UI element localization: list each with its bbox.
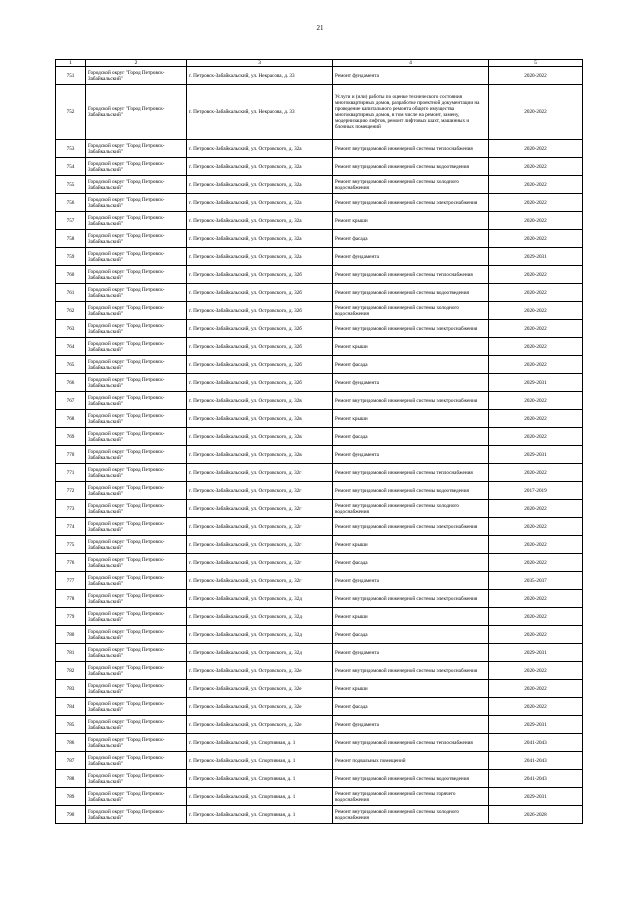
municipality-cell: Городской округ "Город Петровск-Забайкальский"	[86, 626, 187, 644]
row-number-cell: 774	[56, 518, 86, 536]
address-cell: г. Петровск-Забайкальский, ул. Островского, д. 32б	[187, 374, 333, 392]
work-type-cell: Ремонт внутридомовой инженерной системы электроснабжения	[333, 662, 489, 680]
address-cell: г. Петровск-Забайкальский, ул. Островского, д. 32е	[187, 662, 333, 680]
work-type-cell: Ремонт фасада	[333, 356, 489, 374]
work-type-cell: Ремонт крыши	[333, 338, 489, 356]
municipality-cell: Городской округ "Город Петровск-Забайкальский"	[86, 446, 187, 464]
address-cell: г. Петровск-Забайкальский, ул. Островского, д. 32б	[187, 338, 333, 356]
column-header: 1	[56, 60, 86, 67]
period-cell: 2020-2022	[489, 140, 583, 158]
address-cell: г. Петровск-Забайкальский, ул. Островского, д. 32б	[187, 302, 333, 320]
work-type-cell: Ремонт внутридомовой инженерной системы холодного водоснабжения	[333, 302, 489, 320]
table-row	[56, 788, 583, 806]
municipality-cell: Городской округ "Город Петровск-Забайкальский"	[86, 698, 187, 716]
table-row	[56, 572, 583, 590]
work-type-cell: Ремонт внутридомовой инженерной системы электроснабжения	[333, 194, 489, 212]
period-cell: 2041-2043	[489, 752, 583, 770]
work-type-cell: Ремонт крыши	[333, 608, 489, 626]
row-number-cell: 751	[56, 67, 86, 85]
row-number-cell: 790	[56, 806, 86, 824]
address-cell: г. Петровск-Забайкальский, ул. Островского, д. 32е	[187, 716, 333, 734]
period-cell: 2020-2022	[489, 194, 583, 212]
row-number-cell: 775	[56, 536, 86, 554]
address-cell: г. Петровск-Забайкальский, ул. Островского, д. 32а	[187, 230, 333, 248]
work-type-cell: Ремонт внутридомовой инженерной системы теплоснабжения	[333, 266, 489, 284]
work-type-cell: Услуги и (или) работы по оценке технического состояния многоквартирных домов, разработке проектной документации на проведение капитального ремонта общего имущества многоквартирных домов, в том числе на ремонт, замену, модернизацию лифтов, ремонт лифтовых шахт, машинных и блочных помещений	[333, 85, 489, 140]
municipality-cell: Городской округ "Город Петровск-Забайкальский"	[86, 608, 187, 626]
row-number-cell: 771	[56, 464, 86, 482]
row-number-cell: 788	[56, 770, 86, 788]
period-cell: 2020-2022	[489, 392, 583, 410]
column-number-header-row	[56, 60, 583, 67]
municipality-cell: Городской округ "Город Петровск-Забайкальский"	[86, 67, 187, 85]
row-number-cell: 778	[56, 590, 86, 608]
work-type-cell: Ремонт фундамента	[333, 716, 489, 734]
table-row	[56, 194, 583, 212]
municipality-cell: Городской округ "Город Петровск-Забайкальский"	[86, 788, 187, 806]
period-cell: 2020-2022	[489, 212, 583, 230]
address-cell: г. Петровск-Забайкальский, ул. Островского, д. 32г	[187, 464, 333, 482]
address-cell: г. Петровск-Забайкальский, ул. Спортивная, д. 1	[187, 752, 333, 770]
work-type-cell: Ремонт внутридомовой инженерной системы водоотведения	[333, 284, 489, 302]
table-row	[56, 284, 583, 302]
row-number-cell: 766	[56, 374, 86, 392]
period-cell: 2020-2022	[489, 536, 583, 554]
address-cell: г. Петровск-Забайкальский, ул. Островского, д. 32в	[187, 446, 333, 464]
row-number-cell: 764	[56, 338, 86, 356]
row-number-cell: 769	[56, 428, 86, 446]
municipality-cell: Городской округ "Город Петровск-Забайкальский"	[86, 392, 187, 410]
municipality-cell: Городской округ "Город Петровск-Забайкальский"	[86, 572, 187, 590]
address-cell: г. Петровск-Забайкальский, ул. Островского, д. 32а	[187, 158, 333, 176]
municipality-cell: Городской округ "Город Петровск-Забайкальский"	[86, 734, 187, 752]
table-row	[56, 734, 583, 752]
work-type-cell: Ремонт подвальных помещений	[333, 752, 489, 770]
address-cell: г. Петровск-Забайкальский, ул. Некрасова, д. 33	[187, 67, 333, 85]
municipality-cell: Городской округ "Город Петровск-Забайкальский"	[86, 518, 187, 536]
table-row	[56, 392, 583, 410]
table-row	[56, 662, 583, 680]
table-row	[56, 338, 583, 356]
table-row	[56, 374, 583, 392]
table-row	[56, 248, 583, 266]
address-cell: г. Петровск-Забайкальский, ул. Островского, д. 32в	[187, 410, 333, 428]
work-type-cell: Ремонт фасада	[333, 230, 489, 248]
address-cell: г. Петровск-Забайкальский, ул. Островского, д. 32г	[187, 554, 333, 572]
table-row	[56, 266, 583, 284]
period-cell: 2029-2031	[489, 374, 583, 392]
municipality-cell: Городской округ "Город Петровск-Забайкальский"	[86, 230, 187, 248]
work-type-cell: Ремонт крыши	[333, 680, 489, 698]
work-type-cell: Ремонт фундамента	[333, 644, 489, 662]
work-type-cell: Ремонт внутридомовой инженерной системы электроснабжения	[333, 518, 489, 536]
address-cell: г. Петровск-Забайкальский, ул. Островского, д. 32а	[187, 212, 333, 230]
work-type-cell: Ремонт фасада	[333, 698, 489, 716]
work-type-cell: Ремонт внутридомовой инженерной системы горячего водоснабжения	[333, 788, 489, 806]
table-row	[56, 67, 583, 85]
municipality-cell: Городской округ "Город Петровск-Забайкальский"	[86, 158, 187, 176]
municipality-cell: Городской округ "Город Петровск-Забайкальский"	[86, 770, 187, 788]
municipality-cell: Городской округ "Город Петровск-Забайкальский"	[86, 554, 187, 572]
address-cell: г. Петровск-Забайкальский, ул. Спортивная, д. 1	[187, 806, 333, 824]
table-row	[56, 230, 583, 248]
row-number-cell: 763	[56, 320, 86, 338]
address-cell: г. Петровск-Забайкальский, ул. Островского, д. 32а	[187, 248, 333, 266]
row-number-cell: 783	[56, 680, 86, 698]
period-cell: 2020-2022	[489, 67, 583, 85]
table-row	[56, 158, 583, 176]
period-cell: 2020-2022	[489, 464, 583, 482]
period-cell: 2041-2043	[489, 734, 583, 752]
period-cell: 2020-2022	[489, 320, 583, 338]
row-number-cell: 785	[56, 716, 86, 734]
municipality-cell: Городской округ "Город Петровск-Забайкальский"	[86, 176, 187, 194]
municipality-cell: Городской округ "Город Петровск-Забайкальский"	[86, 284, 187, 302]
municipality-cell: Городской округ "Город Петровск-Забайкальский"	[86, 320, 187, 338]
period-cell: 2020-2022	[489, 284, 583, 302]
address-cell: г. Петровск-Забайкальский, ул. Некрасова, д. 33	[187, 85, 333, 140]
work-type-cell: Ремонт внутридомовой инженерной системы водоотведения	[333, 158, 489, 176]
period-cell: 2020-2022	[489, 590, 583, 608]
table-row	[56, 608, 583, 626]
row-number-cell: 777	[56, 572, 86, 590]
period-cell: 2035-2037	[489, 572, 583, 590]
work-type-cell: Ремонт внутридомовой инженерной системы теплоснабжения	[333, 734, 489, 752]
table-row	[56, 716, 583, 734]
work-type-cell: Ремонт фасада	[333, 428, 489, 446]
work-type-cell: Ремонт внутридомовой инженерной системы водоотведения	[333, 770, 489, 788]
table-row	[56, 644, 583, 662]
table-row	[56, 176, 583, 194]
address-cell: г. Петровск-Забайкальский, ул. Островского, д. 32д	[187, 644, 333, 662]
address-cell: г. Петровск-Забайкальский, ул. Островского, д. 32в	[187, 428, 333, 446]
row-number-cell: 768	[56, 410, 86, 428]
address-cell: г. Петровск-Забайкальский, ул. Островского, д. 32д	[187, 608, 333, 626]
period-cell: 2020-2022	[489, 554, 583, 572]
period-cell: 2029-2031	[489, 446, 583, 464]
address-cell: г. Петровск-Забайкальский, ул. Спортивная, д. 1	[187, 734, 333, 752]
municipality-cell: Городской округ "Город Петровск-Забайкальский"	[86, 680, 187, 698]
row-number-cell: 755	[56, 176, 86, 194]
address-cell: г. Петровск-Забайкальский, ул. Островского, д. 32г	[187, 482, 333, 500]
municipality-cell: Городской округ "Город Петровск-Забайкальский"	[86, 302, 187, 320]
address-cell: г. Петровск-Забайкальский, ул. Островского, д. 32г	[187, 518, 333, 536]
period-cell: 2017-2019	[489, 482, 583, 500]
work-type-cell: Ремонт внутридомовой инженерной системы холодного водоснабжения	[333, 500, 489, 518]
municipality-cell: Городской округ "Город Петровск-Забайкальский"	[86, 410, 187, 428]
row-number-cell: 789	[56, 788, 86, 806]
period-cell: 2020-2022	[489, 680, 583, 698]
municipality-cell: Городской округ "Город Петровск-Забайкальский"	[86, 590, 187, 608]
work-type-cell: Ремонт фундамента	[333, 572, 489, 590]
address-cell: г. Петровск-Забайкальский, ул. Островского, д. 32д	[187, 626, 333, 644]
table-row	[56, 590, 583, 608]
work-type-cell: Ремонт внутридомовой инженерной системы теплоснабжения	[333, 464, 489, 482]
address-cell: г. Петровск-Забайкальский, ул. Островского, д. 32б	[187, 266, 333, 284]
work-type-cell: Ремонт внутридомовой инженерной системы водоотведения	[333, 482, 489, 500]
table-row	[56, 500, 583, 518]
municipality-cell: Городской округ "Город Петровск-Забайкальский"	[86, 248, 187, 266]
address-cell: г. Петровск-Забайкальский, ул. Островского, д. 32б	[187, 320, 333, 338]
table-row	[56, 698, 583, 716]
address-cell: г. Петровск-Забайкальский, ул. Островского, д. 32е	[187, 698, 333, 716]
address-cell: г. Петровск-Забайкальский, ул. Островского, д. 32б	[187, 284, 333, 302]
municipality-cell: Городской округ "Город Петровск-Забайкальский"	[86, 536, 187, 554]
work-type-cell: Ремонт фундамента	[333, 446, 489, 464]
municipality-cell: Городской округ "Город Петровск-Забайкальский"	[86, 806, 187, 824]
row-number-cell: 752	[56, 85, 86, 140]
table-row	[56, 482, 583, 500]
table-row	[56, 752, 583, 770]
municipality-cell: Городской округ "Город Петровск-Забайкальский"	[86, 716, 187, 734]
column-header: 5	[489, 60, 583, 67]
table-row	[56, 536, 583, 554]
table-row	[56, 806, 583, 824]
work-type-cell: Ремонт внутридомовой инженерной системы теплоснабжения	[333, 140, 489, 158]
row-number-cell: 787	[56, 752, 86, 770]
row-number-cell: 782	[56, 662, 86, 680]
work-type-cell: Ремонт внутридомовой инженерной системы электроснабжения	[333, 590, 489, 608]
row-number-cell: 780	[56, 626, 86, 644]
table-row	[56, 554, 583, 572]
period-cell: 2029-2031	[489, 788, 583, 806]
address-cell: г. Петровск-Забайкальский, ул. Островского, д. 32г	[187, 536, 333, 554]
municipality-cell: Городской округ "Город Петровск-Забайкальский"	[86, 338, 187, 356]
address-cell: г. Петровск-Забайкальский, ул. Островского, д. 32в	[187, 392, 333, 410]
row-number-cell: 753	[56, 140, 86, 158]
municipality-cell: Городской округ "Город Петровск-Забайкальский"	[86, 644, 187, 662]
municipality-cell: Городской округ "Город Петровск-Забайкальский"	[86, 464, 187, 482]
period-cell: 2029-2031	[489, 248, 583, 266]
table-row	[56, 518, 583, 536]
municipality-cell: Городской округ "Город Петровск-Забайкальский"	[86, 752, 187, 770]
table-row	[56, 680, 583, 698]
work-type-cell: Ремонт внутридомовой инженерной системы холодного водоснабжения	[333, 806, 489, 824]
row-number-cell: 759	[56, 248, 86, 266]
work-type-cell: Ремонт фундамента	[333, 67, 489, 85]
period-cell: 2041-2043	[489, 770, 583, 788]
municipality-cell: Городской округ "Город Петровск-Забайкальский"	[86, 662, 187, 680]
period-cell: 2020-2022	[489, 428, 583, 446]
address-cell: г. Петровск-Забайкальский, ул. Спортивная, д. 1	[187, 788, 333, 806]
period-cell: 2020-2022	[489, 698, 583, 716]
period-cell: 2029-2031	[489, 644, 583, 662]
municipality-cell: Городской округ "Город Петровск-Забайкальский"	[86, 266, 187, 284]
work-type-cell: Ремонт внутридомовой инженерной системы электроснабжения	[333, 320, 489, 338]
row-number-cell: 754	[56, 158, 86, 176]
row-number-cell: 765	[56, 356, 86, 374]
row-number-cell: 781	[56, 644, 86, 662]
municipality-cell: Городской округ "Город Петровск-Забайкальский"	[86, 140, 187, 158]
table-row	[56, 85, 583, 140]
work-type-cell: Ремонт крыши	[333, 212, 489, 230]
table-row	[56, 410, 583, 428]
address-cell: г. Петровск-Забайкальский, ул. Островского, д. 32е	[187, 680, 333, 698]
address-cell: г. Петровск-Забайкальский, ул. Островского, д. 32г	[187, 500, 333, 518]
table-row	[56, 212, 583, 230]
row-number-cell: 761	[56, 284, 86, 302]
address-cell: г. Петровск-Забайкальский, ул. Островского, д. 32г	[187, 572, 333, 590]
table-row	[56, 140, 583, 158]
period-cell: 2020-2022	[489, 302, 583, 320]
column-header: 4	[333, 60, 489, 67]
work-type-cell: Ремонт крыши	[333, 410, 489, 428]
period-cell: 2020-2022	[489, 158, 583, 176]
row-number-cell: 767	[56, 392, 86, 410]
period-cell: 2020-2022	[489, 230, 583, 248]
municipality-cell: Городской округ "Город Петровск-Забайкальский"	[86, 85, 187, 140]
period-cell: 2020-2022	[489, 626, 583, 644]
municipality-cell: Городской округ "Город Петровск-Забайкальский"	[86, 428, 187, 446]
period-cell: 2026-2028	[489, 806, 583, 824]
address-cell: г. Петровск-Забайкальский, ул. Островского, д. 32б	[187, 356, 333, 374]
period-cell: 2020-2022	[489, 410, 583, 428]
period-cell: 2020-2022	[489, 266, 583, 284]
table-row	[56, 770, 583, 788]
municipality-cell: Городской округ "Город Петровск-Забайкальский"	[86, 374, 187, 392]
row-number-cell: 776	[56, 554, 86, 572]
period-cell: 2020-2022	[489, 356, 583, 374]
row-number-cell: 762	[56, 302, 86, 320]
table-row	[56, 626, 583, 644]
row-number-cell: 784	[56, 698, 86, 716]
work-type-cell: Ремонт фасада	[333, 554, 489, 572]
table-row	[56, 464, 583, 482]
municipality-cell: Городской округ "Город Петровск-Забайкальский"	[86, 356, 187, 374]
row-number-cell: 756	[56, 194, 86, 212]
municipality-cell: Городской округ "Город Петровск-Забайкальский"	[86, 500, 187, 518]
page-number: 21	[316, 24, 324, 32]
table-row	[56, 428, 583, 446]
address-cell: г. Петровск-Забайкальский, ул. Спортивная, д. 1	[187, 770, 333, 788]
row-number-cell: 758	[56, 230, 86, 248]
period-cell: 2020-2022	[489, 662, 583, 680]
row-number-cell: 773	[56, 500, 86, 518]
row-number-cell: 779	[56, 608, 86, 626]
work-type-cell: Ремонт фасада	[333, 626, 489, 644]
address-cell: г. Петровск-Забайкальский, ул. Островского, д. 32д	[187, 590, 333, 608]
row-number-cell: 772	[56, 482, 86, 500]
municipality-cell: Городской округ "Город Петровск-Забайкальский"	[86, 482, 187, 500]
municipality-cell: Городской округ "Город Петровск-Забайкальский"	[86, 212, 187, 230]
work-type-cell: Ремонт фундамента	[333, 248, 489, 266]
period-cell: 2020-2022	[489, 85, 583, 140]
row-number-cell: 770	[56, 446, 86, 464]
column-header: 2	[86, 60, 187, 67]
period-cell: 2020-2022	[489, 500, 583, 518]
repair-schedule-table	[55, 59, 583, 824]
table-row	[56, 320, 583, 338]
row-number-cell: 760	[56, 266, 86, 284]
work-type-cell: Ремонт внутридомовой инженерной системы электроснабжения	[333, 392, 489, 410]
row-number-cell: 757	[56, 212, 86, 230]
period-cell: 2020-2022	[489, 338, 583, 356]
table-row	[56, 446, 583, 464]
period-cell: 2020-2022	[489, 176, 583, 194]
period-cell: 2020-2022	[489, 518, 583, 536]
work-type-cell: Ремонт крыши	[333, 536, 489, 554]
table-row	[56, 356, 583, 374]
column-header: 3	[187, 60, 333, 67]
municipality-cell: Городской округ "Город Петровск-Забайкальский"	[86, 194, 187, 212]
table-body	[56, 60, 583, 824]
address-cell: г. Петровск-Забайкальский, ул. Островского, д. 32а	[187, 194, 333, 212]
address-cell: г. Петровск-Забайкальский, ул. Островского, д. 32а	[187, 176, 333, 194]
period-cell: 2029-2031	[489, 716, 583, 734]
address-cell: г. Петровск-Забайкальский, ул. Островского, д. 32а	[187, 140, 333, 158]
table-row	[56, 302, 583, 320]
period-cell: 2020-2022	[489, 608, 583, 626]
row-number-cell: 786	[56, 734, 86, 752]
work-type-cell: Ремонт фундамента	[333, 374, 489, 392]
work-type-cell: Ремонт внутридомовой инженерной системы холодного водоснабжения	[333, 176, 489, 194]
